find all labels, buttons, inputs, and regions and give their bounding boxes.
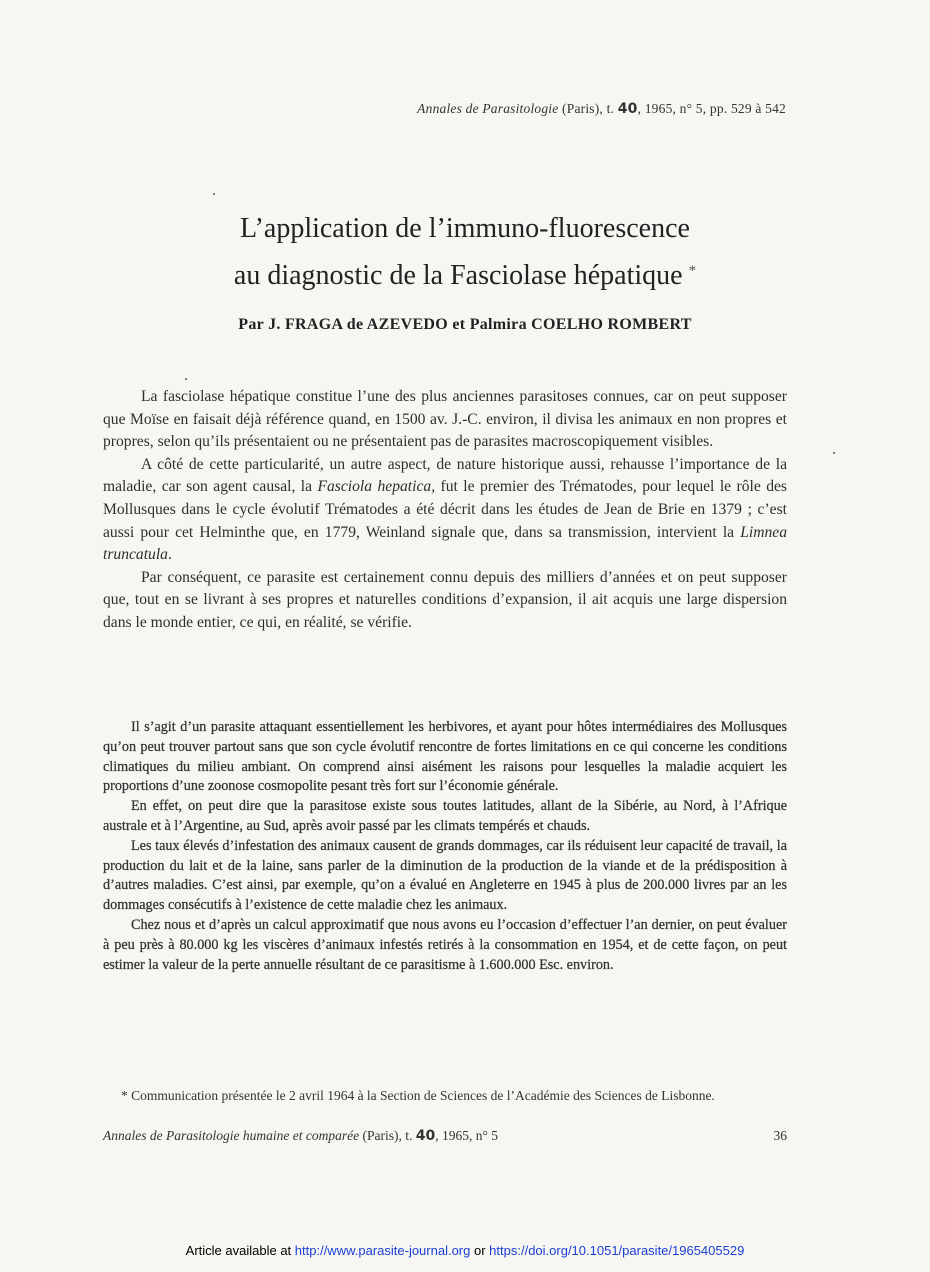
intro-p2-text-a: A côté de cette particularité, un autre aspect, de nature historique aussi, rehausse l’importance de la maladie, car son agent causal, la (103, 455, 787, 496)
running-head-place: (Paris), t. (558, 101, 618, 116)
epidemiology-section (103, 718, 787, 975)
scan-speck (185, 378, 187, 380)
epi-paragraph-4: Chez nous et d’après un calcul approximatif que nous avons eu l’occasion d’effectuer l’an dernier, on peut évaluer à peu près à 80.000 kg les viscères d’animaux infestés retirés à la consommation en 1954, et de cette façon, on peut estimer la valeur de la perte annuelle résultant de ce parasitisme à 1.600.000 Esc. environ. (103, 916, 787, 973)
link-prefix: Article available at (185, 1243, 295, 1258)
author-1: J. FRAGA de AZEVEDO (268, 316, 449, 333)
intro-paragraph-2 (103, 454, 787, 567)
epi-paragraph-3: Les taux élevés d’infestation des animaux causent de grands dommages, car ils réduisent leur capacité de travail, la production du lait et de la laine, sans parler de la diminution de la production de la viande et de la prédisposition à d’autres maladies. C’est ainsi, par exemple, qu’on a évalué en Angleterre en 1945 à plus de 200.000 livres par an les dommages consécutifs à l’existence de cette maladie chez les animaux. (103, 837, 787, 914)
intro-paragraph-3: Par conséquent, ce parasite est certainement connu depuis des milliers d’années et on peut supposer que, tout en se livrant à ses propres et naturelles conditions d’expansion, il ait acquis une large dispersion dans le monde entier, ce qui, en réalité, se vérifie. (103, 568, 787, 631)
link-middle: or (470, 1243, 490, 1258)
epi-paragraph-2: En effet, on peut dire que la parasitose existe sous toutes latitudes, allant de la Sibérie, au Nord, à l’Afrique australe et à l’Argentine, au Sud, après avoir passé par les climats tempérés et chauds. (103, 798, 787, 834)
footnote: * Communication présentée le 2 avril 1964 à la Section de Sciences de l’Académie des Sciences de Lisbonne. (121, 1088, 715, 1103)
footer-volume: 40 (415, 1128, 436, 1144)
running-head-details: , 1965, n° 5, pp. 529 à 542 (637, 101, 786, 116)
authors-prefix: Par (238, 316, 264, 333)
title-line-2 (120, 250, 810, 297)
article-availability (0, 1243, 930, 1258)
title-footnote-marker: * (688, 263, 697, 279)
running-head-volume: 40 (617, 101, 638, 117)
article-title (120, 208, 810, 297)
authors-conjunction: et (452, 316, 466, 333)
species-name-limnea: Limnea truncatula (103, 523, 787, 564)
title-line-1: L’application de l’immuno-fluorescence (240, 213, 690, 244)
footer-details: , 1965, n° 5 (435, 1128, 498, 1143)
page-number: 36 (773, 1128, 787, 1143)
doi-link[interactable]: https://doi.org/10.1051/parasite/1965405529 (489, 1243, 745, 1258)
scan-speck (833, 452, 835, 454)
scan-speck (213, 193, 215, 195)
title-line-2-text: au diagnostic de la Fasciolase hépatique (233, 260, 683, 291)
intro-paragraph-1: La fasciolase hépatique constitue l’une des plus anciennes parasitoses connues, car on peut supposer que Moïse en faisait déjà référence quand, en 1500 av. J.-C. environ, il divisa les animaux en non propres et propres, selon qu’ils présentaient ou ne présentaient pas de parasites macroscopiquement visibles. (103, 388, 787, 451)
authors-line (100, 316, 830, 334)
species-name-fasciola: Fasciola hepatica, (317, 478, 436, 496)
journal-site-link[interactable]: http://www.parasite-journal.org (294, 1243, 471, 1258)
running-head (250, 101, 786, 117)
intro-p2-text-c: . (167, 546, 172, 564)
intro-section (103, 386, 787, 635)
author-2: Palmira COELHO ROMBERT (469, 316, 692, 333)
intro-p2-text-b: fut le premier des Trématodes, pour lequel le rôle des Mollusques dans le cycle évolutif Trématodes a été décrit dans les études de Jean de Brie en 1379 ; c’est aussi pour cet Helminthe que, en 1779, Weinland signale que, dans sa transmission, intervient la (103, 478, 787, 541)
running-head-journal: Annales de Parasitologie (417, 101, 559, 116)
journal-footer (103, 1128, 787, 1144)
footer-place: (Paris), t. (359, 1128, 416, 1143)
footer-journal: Annales de Parasitologie humaine et comparée (103, 1128, 360, 1143)
epi-paragraph-1: Il s’agit d’un parasite attaquant essentiellement les herbivores, et ayant pour hôtes intermédiaires des Mollusques qu’on peut trouver partout sans que son cycle évolutif rencontre de fortes limitations en ce qui concerne les conditions climatiques du milieu ambiant. On comprend ainsi aisément les raisons pour lesquelles la maladie acquiert les proportions d’une zoonose cosmopolite pesant très fort sur l’économie générale. (103, 719, 787, 795)
